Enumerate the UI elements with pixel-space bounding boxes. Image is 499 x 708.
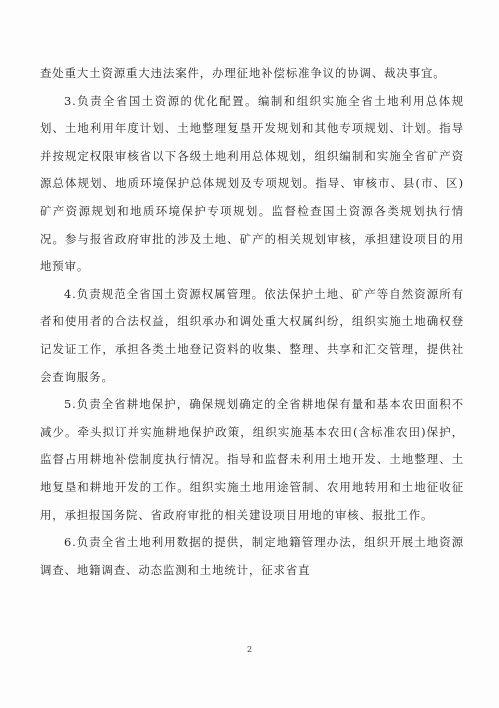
paragraph-item-5: 5.负责全省耕地保护，确保规划确定的全省耕地保有量和基本农田面积不减少。牵头拟订并实施耕地保护政策，组织实施基本农田(含标准农田)保护，监督占用耕地补偿制度执行情况。指导和监督未利用土地开发、土地整理、土地复垦和耕地开发的工作。组织实施土地用途管制、农用地转用和土地征收征用，承担报国务院、省政府审批的相关建设项目用地的审核、报批工作。 <box>40 397 464 522</box>
paragraph-item-3: 3.负责全省国土资源的优化配置。编制和组织实施全省土地利用总体规划、土地利用年度计划、土地整理复垦开发规划和其他专项规划、计划。指导并按规定权限审核省以下各级土地利用总体规划，组织编制和实施全省矿产资源总体规划、地质环境保护总体规划及专项规划。指导、审核市、县(市、区)矿产资源规划和地质环境保护专项规划。监督检查国土资源各类规划执行情况。参与报省政府审批的涉及土地、矿产的相关规划审核，承担建设项目的用地预审。 <box>40 93 464 274</box>
paragraph-continued: 查处重大土资源重大违法案件，办理征地补偿标准争议的协调、裁决事宜。 <box>40 66 446 80</box>
page-number: 2 <box>246 645 253 654</box>
paragraph-item-6: 6.负责全省土地利用数据的提供，制定地籍管理办法，组织开展土地资源调查、地籍调查、动态监测和土地统计，征求省直 <box>40 535 464 577</box>
body-text <box>40 60 464 584</box>
paragraph-item-4: 4.负责规范全省国土资源权属管理。依法保护土地、矿产等自然资源所有者和使用者的合法权益，组织承办和调处重大权属纠纷，组织实施土地确权登记发证工作，承担各类土地登记资料的收集、整理、共享和汇交管理，提供社会查询服务。 <box>40 286 464 384</box>
